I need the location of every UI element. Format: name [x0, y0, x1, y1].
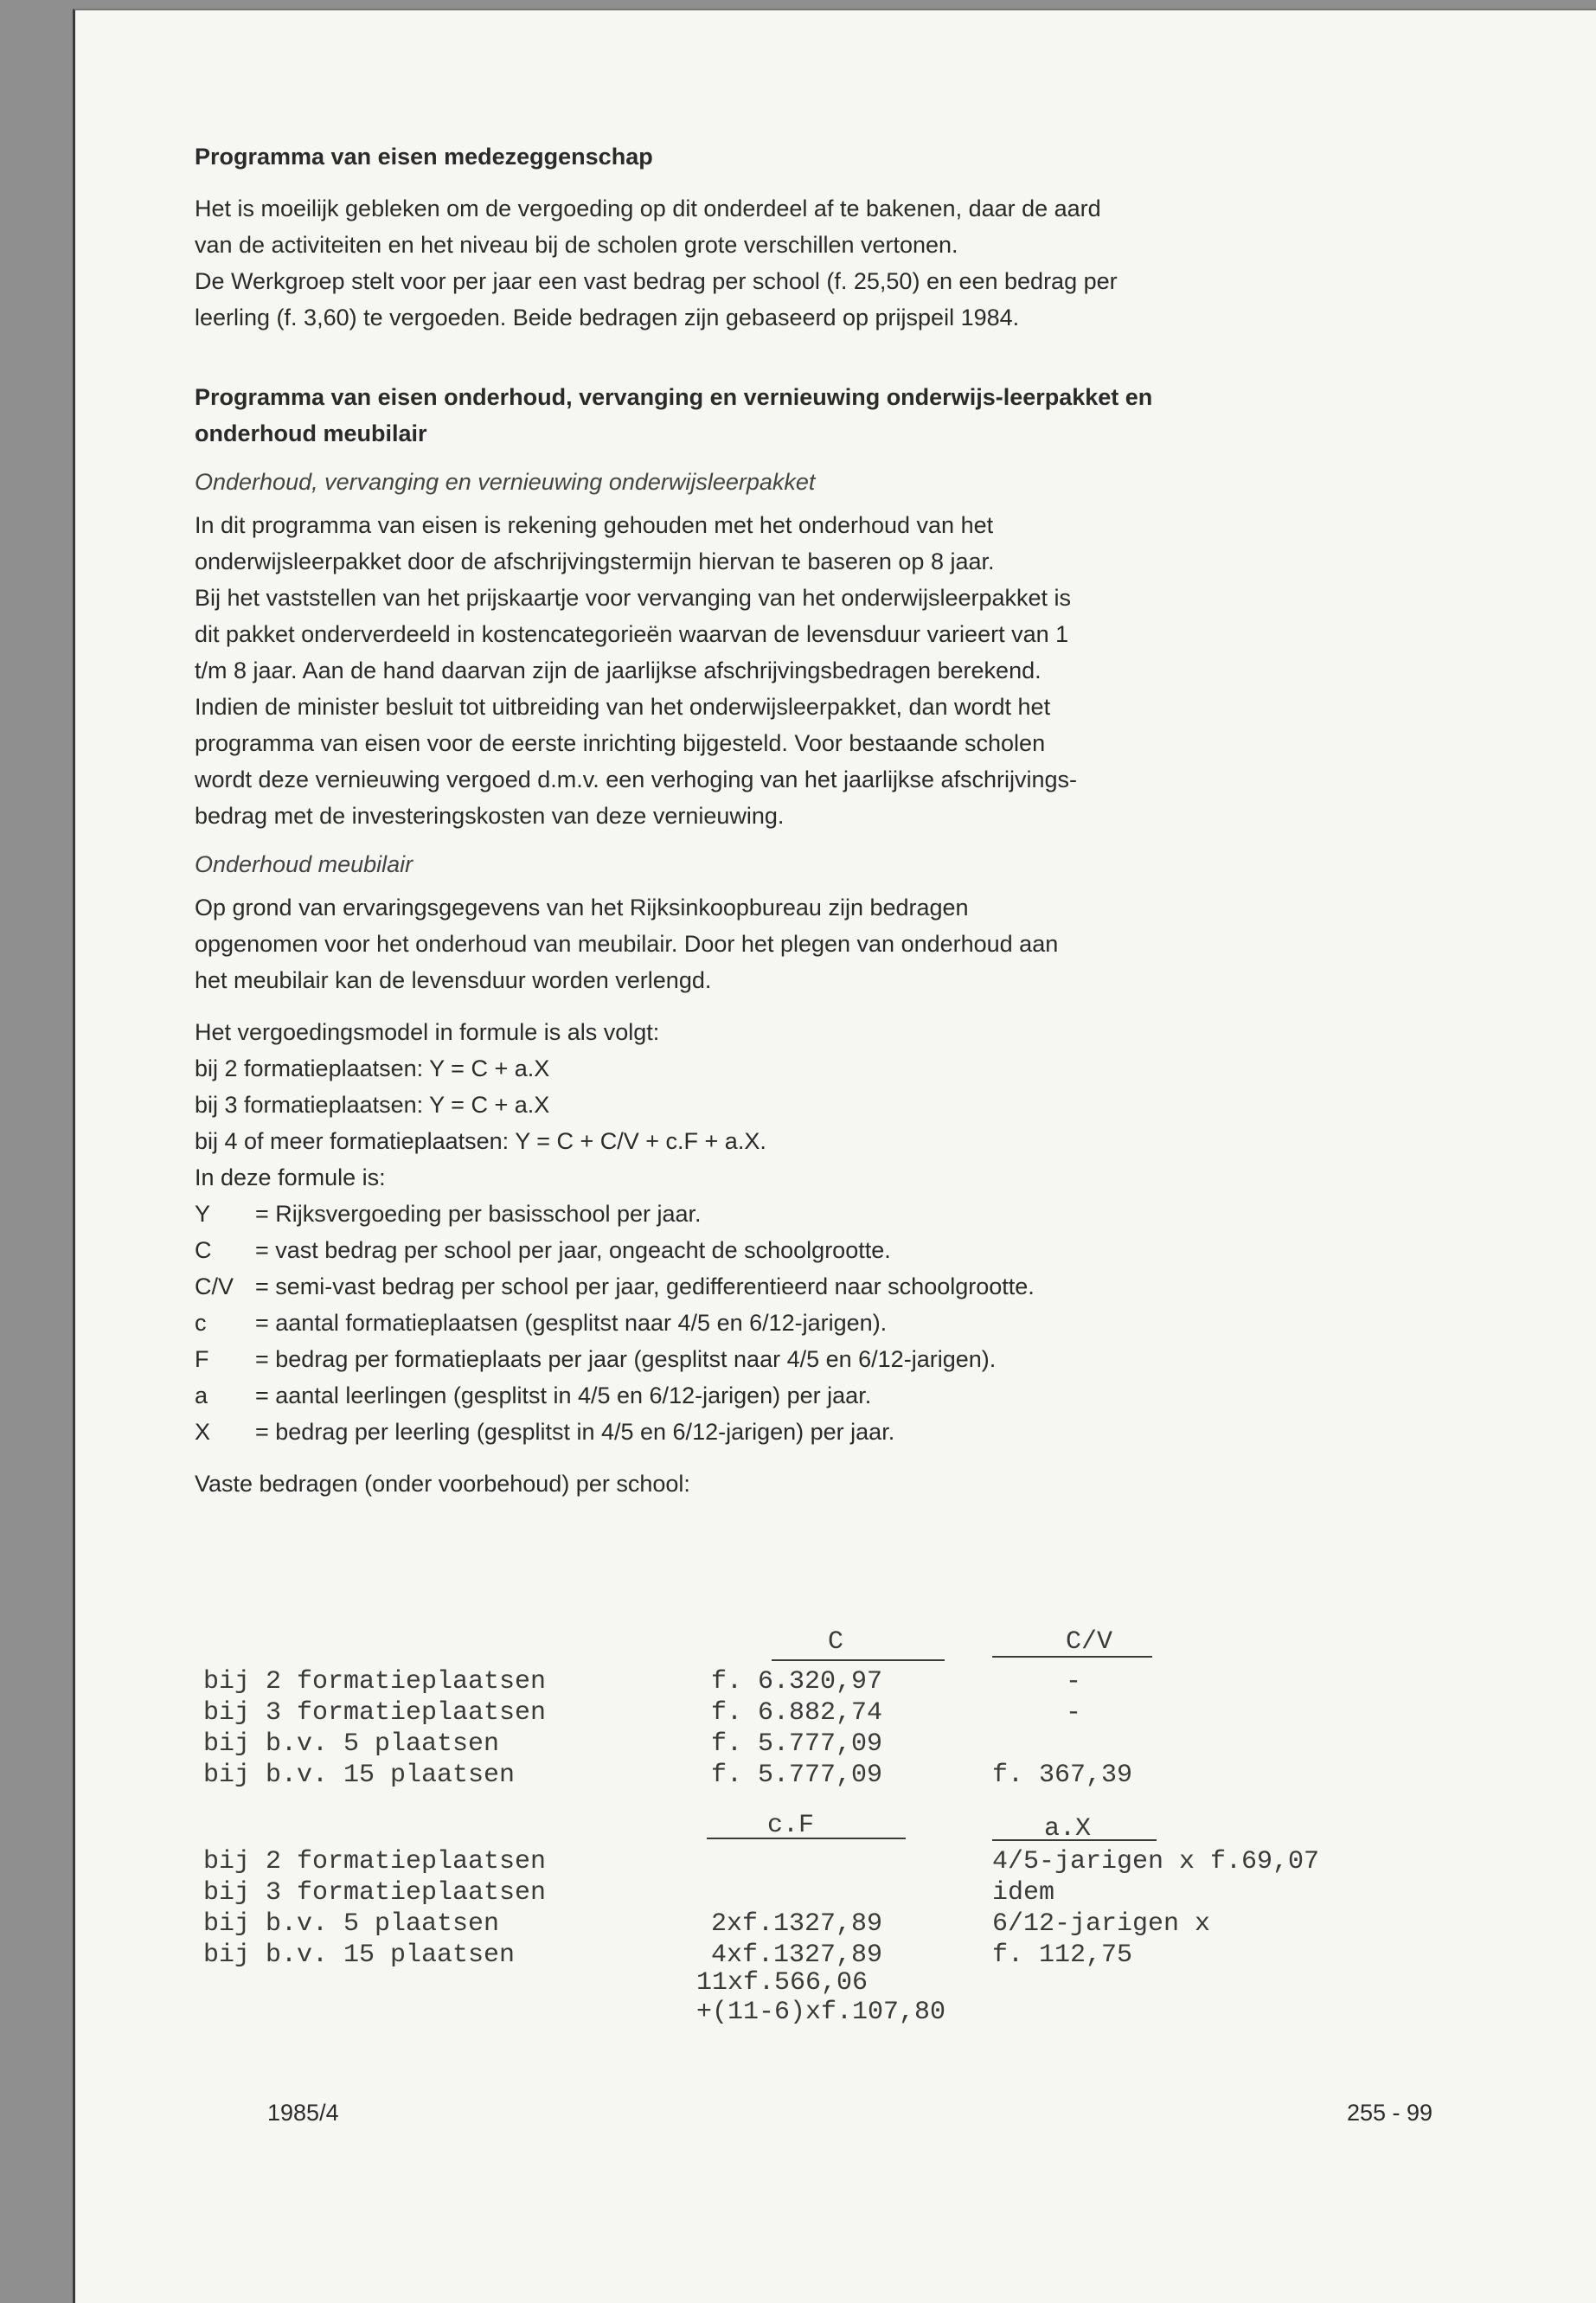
formula-line: bij 4 of meer formatieplaatsen: Y = C + C/V + c.F + a.X. [195, 1128, 766, 1154]
definition-symbol: C [195, 1237, 212, 1263]
table-cell-ax: 4/5-jarigen x f.69,07 [992, 1847, 1320, 1876]
table-row-label: bij b.v. 15 plaatsen [203, 1761, 516, 1790]
definition-item [195, 1268, 1388, 1305]
document-page [73, 9, 1596, 2303]
table-row-label: bij b.v. 5 plaatsen [203, 1729, 500, 1759]
definition-text: = Rijksvergoeding per basisschool per jaar. [255, 1201, 702, 1227]
table-row-label: bij 3 formatieplaatsen [203, 1878, 547, 1908]
table-cell-c: f. 5.777,09 [711, 1729, 883, 1759]
text-line: De Werkgroep stelt voor per jaar een vast bedrag per school (f. 25,50) en een bedrag per [195, 268, 1118, 294]
table-cell-cv: f. 367,39 [992, 1761, 1133, 1790]
column-header-cv: C/V [1066, 1627, 1113, 1657]
definition-text: = aantal leerlingen (gesplitst in 4/5 en 6/12-jarigen) per jaar. [255, 1382, 872, 1408]
column-rule [707, 1838, 906, 1839]
definition-symbol: C/V [195, 1273, 234, 1299]
definition-text: = bedrag per formatieplaats per jaar (gesplitst naar 4/5 en 6/12-jarigen). [255, 1346, 997, 1372]
definition-symbol: X [195, 1419, 211, 1445]
text-line: Indien de minister besluit tot uitbreiding van het onderwijsleerpakket, dan wordt het [195, 694, 1051, 720]
column-header-cf: c.F [767, 1811, 815, 1840]
definition-item [195, 1232, 1388, 1268]
table-cell-c: f. 6.320,97 [711, 1667, 883, 1697]
section-heading-medezeggenschap: Programma van eisen medezeggenschap [195, 144, 653, 170]
formula-line: In deze formule is: [195, 1164, 386, 1190]
table-cell-ax: f. 112,75 [992, 1941, 1133, 1970]
definition-item [195, 1196, 1388, 1232]
definition-text: = semi-vast bedrag per school per jaar, gedifferentieerd naar schoolgrootte. [255, 1273, 1035, 1299]
formula-line: bij 2 formatieplaatsen: Y = C + a.X [195, 1055, 550, 1081]
paragraph-meubilair [195, 889, 1388, 998]
paragraph-onderwijsleerpakket [195, 507, 1388, 834]
column-rule [992, 1839, 1157, 1841]
subheading-onderwijsleerpakket: Onderhoud, vervanging en vernieuwing onderwijsleerpakket [195, 469, 816, 495]
column-header-c: C [828, 1627, 844, 1657]
table-cell-ax: idem [992, 1878, 1055, 1908]
table-cell-cf: 11xf.566,06 [696, 1968, 869, 1998]
text-line: leerling (f. 3,60) te vergoeden. Beide bedragen zijn gebaseerd op prijspeil 1984. [195, 305, 1020, 330]
footer-page-number: 255 - 99 [1347, 2100, 1433, 2126]
table-cell-ax: 6/12-jarigen x [992, 1909, 1211, 1939]
definition-item [195, 1414, 1388, 1450]
definition-text: = vast bedrag per school per jaar, ongeacht de schoolgrootte. [255, 1237, 891, 1263]
table-cell-cv: - [1066, 1698, 1082, 1728]
definitions-list [195, 1196, 1388, 1450]
text-line: onderwijsleerpakket door de afschrijvingstermijn hiervan te baseren op 8 jaar. [195, 548, 995, 574]
definition-text: = bedrag per leerling (gesplitst in 4/5 en 6/12-jarigen) per jaar. [255, 1419, 895, 1445]
formula-line: bij 3 formatieplaatsen: Y = C + a.X [195, 1092, 550, 1118]
text-line: Bij het vaststellen van het prijskaartje voor vervanging van het onderwijsleerpakket is [195, 585, 1072, 611]
text-line: bedrag met de investeringskosten van deze vernieuwing. [195, 803, 785, 829]
definition-item [195, 1341, 1388, 1377]
paragraph-medezeggenschap [195, 190, 1388, 336]
text-line: In dit programma van eisen is rekening gehouden met het onderhoud van het [195, 512, 994, 538]
definition-item [195, 1377, 1388, 1414]
table-row-label: bij 2 formatieplaatsen [203, 1667, 547, 1697]
table-row-label: bij b.v. 5 plaatsen [203, 1909, 500, 1939]
table-row-label: bij 2 formatieplaatsen [203, 1847, 547, 1876]
text-line: Het is moeilijk gebleken om de vergoeding op dit onderdeel af te bakenen, daar de aard [195, 196, 1101, 221]
vaste-bedragen-label: Vaste bedragen (onder voorbehoud) per school: [195, 1471, 690, 1497]
definition-symbol: a [195, 1382, 208, 1408]
table-cell-c: f. 6.882,74 [711, 1698, 883, 1728]
formula-block [195, 1014, 1388, 1196]
definition-text: = aantal formatieplaatsen (gesplitst naar 4/5 en 6/12-jarigen). [255, 1310, 888, 1336]
section-heading-onderhoud-line1: Programma van eisen onderhoud, vervanging en vernieuwing onderwijs-leerpakket en [195, 384, 1153, 410]
column-rule [992, 1656, 1152, 1658]
table-cell-c: f. 5.777,09 [711, 1761, 883, 1790]
definition-symbol: Y [195, 1201, 211, 1227]
table-cell-cv: - [1066, 1667, 1082, 1697]
table-row-label: bij b.v. 15 plaatsen [203, 1941, 516, 1970]
column-header-ax: a.X [1044, 1814, 1092, 1844]
subheading-meubilair: Onderhoud meubilair [195, 851, 413, 877]
document-body [195, 138, 1388, 1502]
section-heading-onderhoud-line2: onderhoud meubilair [195, 420, 427, 446]
text-line: t/m 8 jaar. Aan de hand daarvan zijn de jaarlijkse afschrijvingsbedragen berekend. [195, 658, 1042, 683]
formula-line: Het vergoedingsmodel in formule is als volgt: [195, 1019, 660, 1045]
text-line: Op grond van ervaringsgegevens van het Rijksinkoopbureau zijn bedragen [195, 895, 969, 921]
text-line: dit pakket onderverdeeld in kostencategorieën waarvan de levensduur varieert van 1 [195, 621, 1069, 647]
definition-symbol: F [195, 1346, 209, 1372]
text-line: wordt deze vernieuwing vergoed d.m.v. een verhoging van het jaarlijkse afschrijvings- [195, 767, 1078, 792]
table-cell-cf: +(11-6)xf.107,80 [696, 1998, 946, 2027]
definition-item [195, 1305, 1388, 1341]
definition-symbol: c [195, 1310, 207, 1336]
table-row-label: bij 3 formatieplaatsen [203, 1698, 547, 1728]
table-cell-cf: 4xf.1327,89 [711, 1941, 883, 1970]
text-line: het meubilair kan de levensduur worden verlengd. [195, 967, 712, 993]
column-rule [772, 1659, 945, 1661]
text-line: opgenomen voor het onderhoud van meubilair. Door het plegen van onderhoud aan [195, 931, 1059, 957]
footer-edition: 1985/4 [267, 2100, 339, 2126]
text-line: van de activiteiten en het niveau bij de scholen grote verschillen vertonen. [195, 232, 958, 258]
table-cell-cf: 2xf.1327,89 [711, 1909, 883, 1939]
text-line: programma van eisen voor de eerste inrichting bijgesteld. Voor bestaande scholen [195, 730, 1046, 756]
